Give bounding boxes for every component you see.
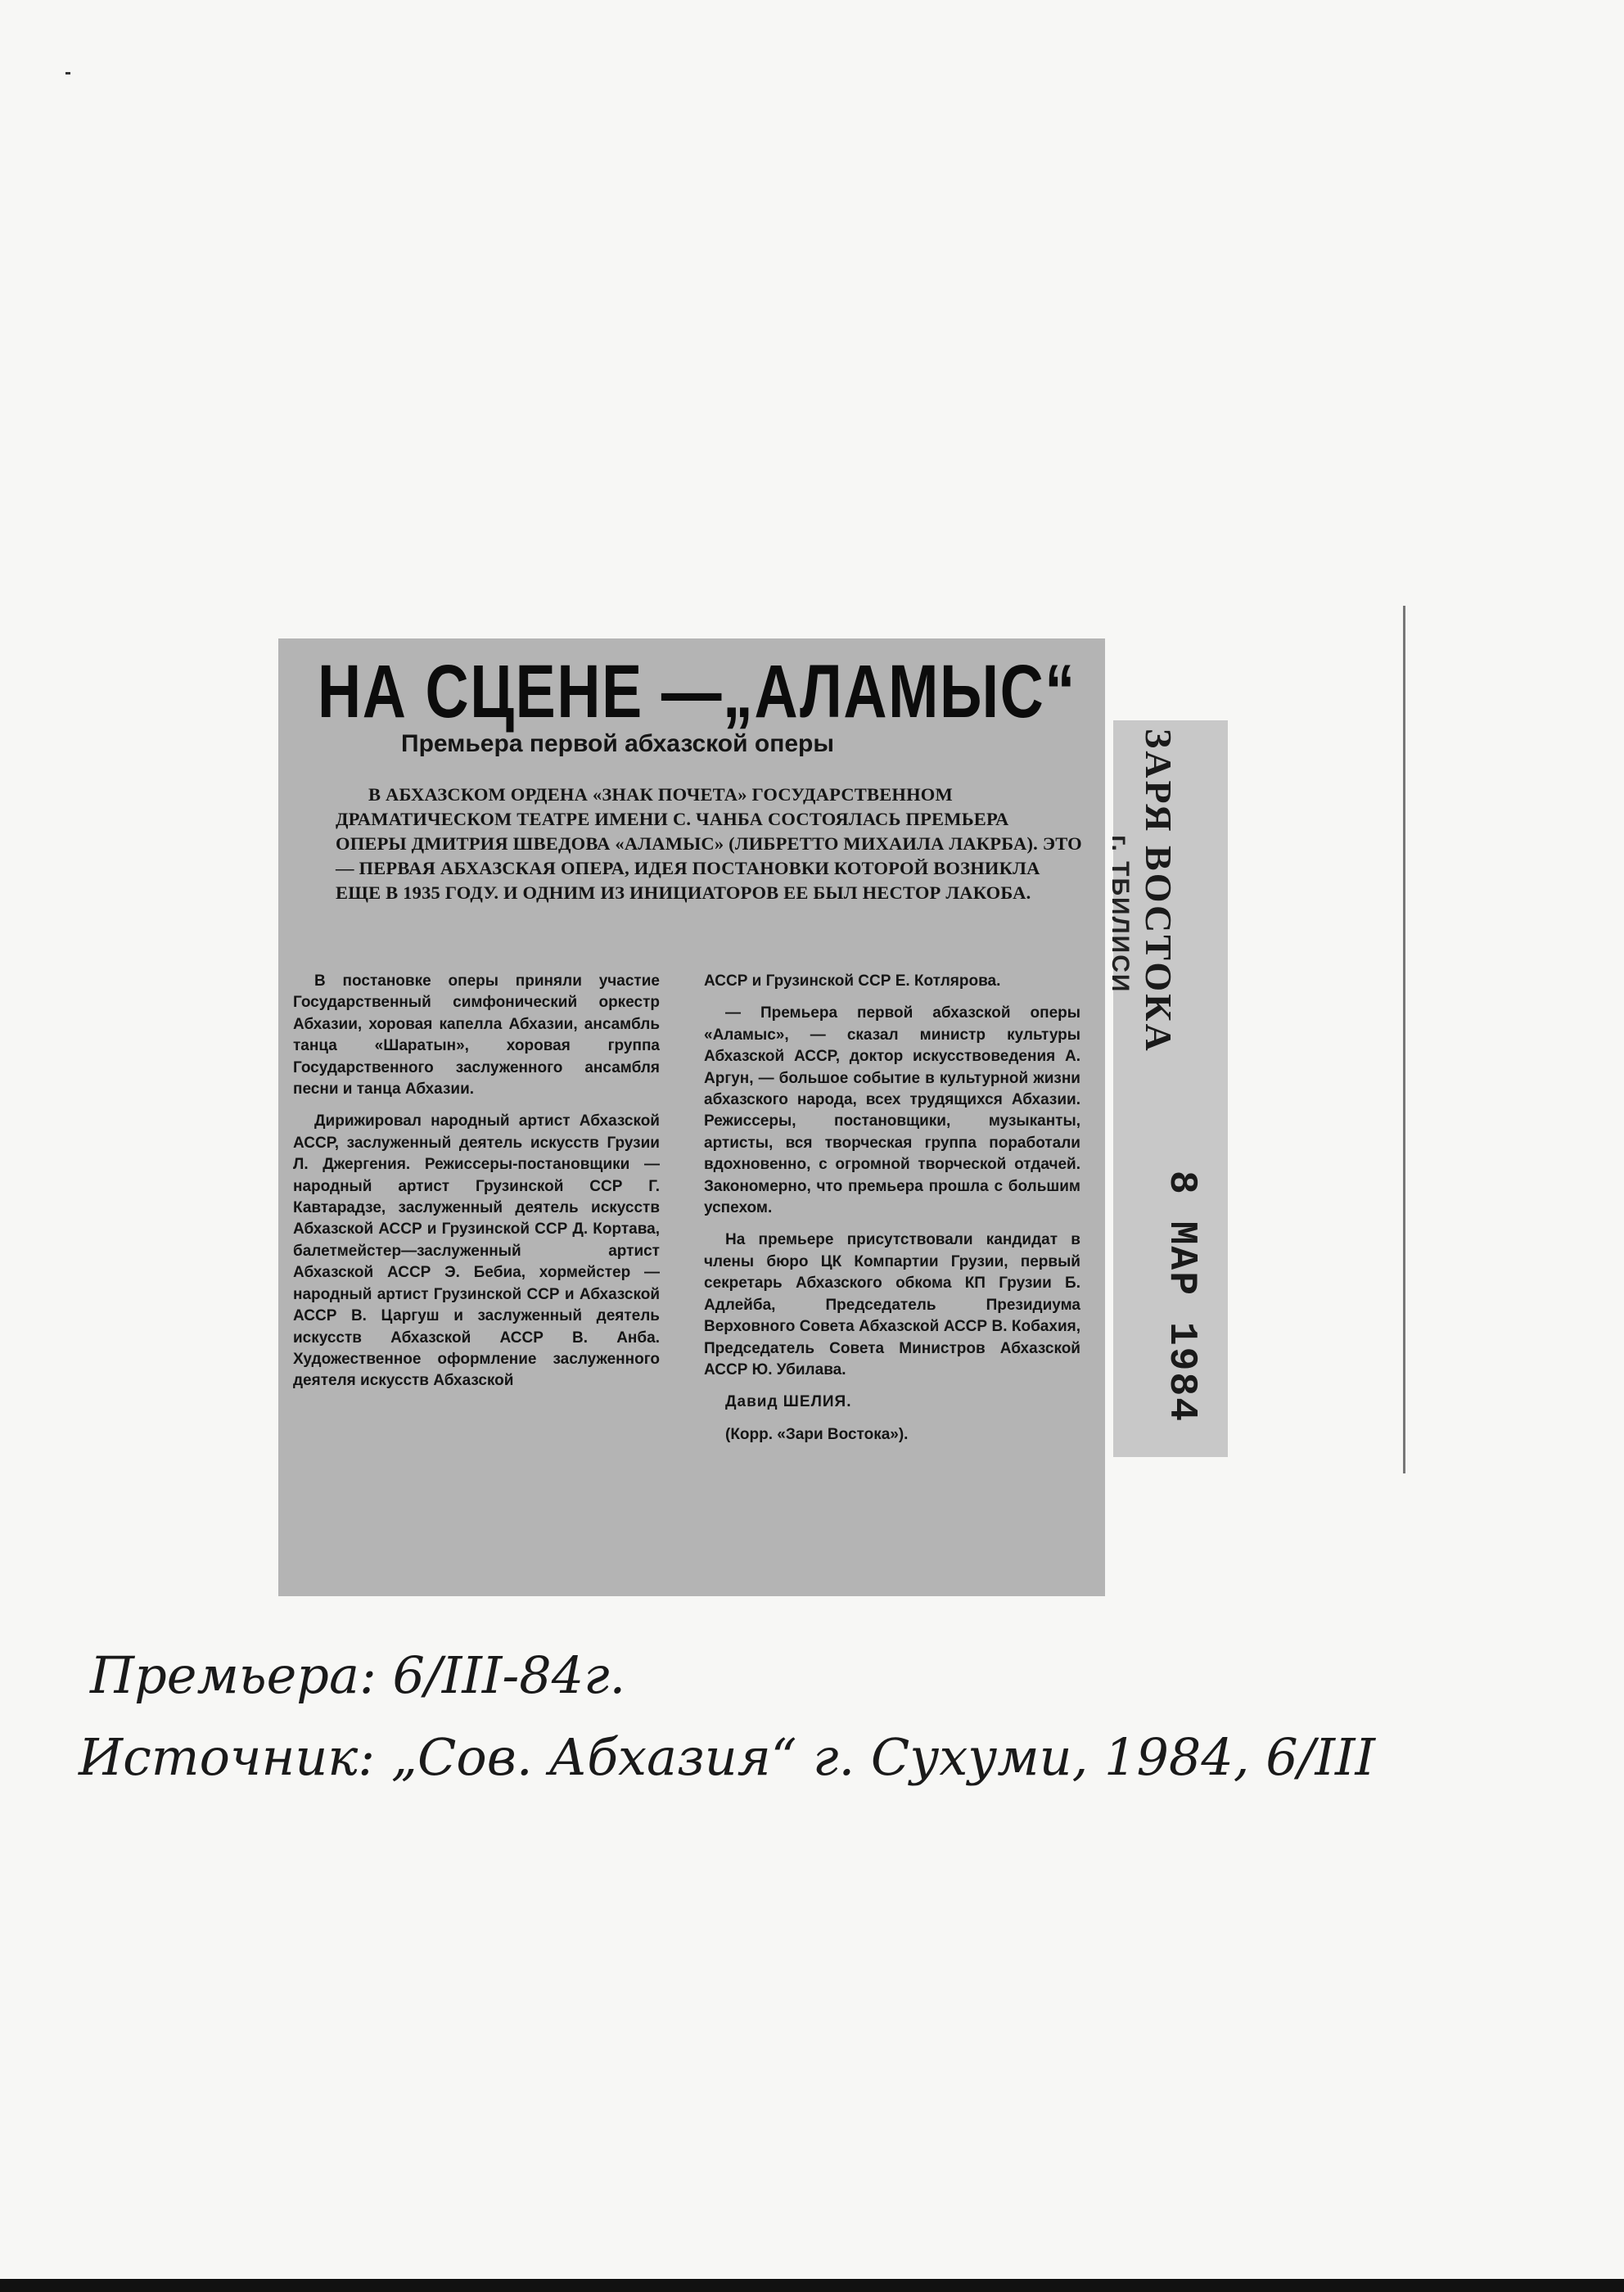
article-paragraph: АССР и Грузинской ССР Е. Котлярова. — [704, 972, 1001, 990]
article-column-right — [704, 971, 1080, 1456]
article-paragraph: На премьере присутствовали кандидат в члены бюро ЦК Компартии Грузии, первый секретарь Абхазского обкома КП Грузии Б. Адлейба, Председатель Президиума Верховного Совета Абхазской АССР В. Кобахия, Председатель Совета Министров Абхазской АССР Ю. Убилава. — [704, 1231, 1080, 1378]
newspaper-city: г. ТБИЛИСИ — [1107, 835, 1134, 994]
article-paragraph: Дирижировал народный артист Абхазской АССР, заслуженный деятель искусств Грузии Л. Джергения. Режиссеры-постановщики — народный артист Грузинской ССР Г. Кавтарадзе, заслуженный деятель искусств Абхазской АССР и Грузинской ССР Д. Кортава, балетмейстер—заслуженный артист Абхазской АССР Э. Бебиа, хормейстер — народный артист Грузинской ССР и Абхазской АССР В. Царгуш и заслуженный деятель искусств Абхазской АССР В. Анба. Художественное оформление заслуженного деятеля искусств Абхазской — [293, 1112, 660, 1390]
author-affiliation: (Корр. «Зари Востока»). — [725, 1425, 909, 1443]
newspaper-masthead: ЗАРЯ ВОСТОКА — [1138, 729, 1180, 1054]
scan-bottom-edge — [0, 2279, 1624, 2292]
article-paragraph: В постановке оперы приняли участие Государственный симфонический оркестр Абхазии, хоровая капелла Абхазии, ансамбль танца «Шаратын», хоровая группа Государственного заслуженного ансамбля песни и танца Абхазии. — [293, 972, 660, 1099]
article-lead: В АБХАЗСКОМ ОРДЕНА «ЗНАК ПОЧЕТА» ГОСУДАРСТВЕННОМ ДРАМАТИЧЕСКОМ ТЕАТРЕ ИМЕНИ С. ЧАНБА СОСТОЯЛАСЬ ПРЕМЬЕРА ОПЕРЫ ДМИТРИЯ ШВЕДОВА «АЛАМЫС» (ЛИБРЕТТО МИХАИЛА ЛАКРБА). ЭТО — ПЕРВАЯ АБХАЗСКАЯ ОПЕРА, ИДЕЯ ПОСТАНОВКИ КОТОРОЙ ВОЗНИКЛА ЕЩЕ В 1935 ГОДУ. И ОДНИМ ИЗ ИНИЦИАТОРОВ ЕЕ БЫЛ НЕСТОР ЛАКОБА. — [336, 784, 1082, 903]
article-paragraph: — Премьера первой абхазской оперы «Аламыс», — сказал министр культуры Абхазской АССР, доктор искусствоведения А. Аргун, — большое событие в культурной жизни абхазского народа, всех трудящихся Абхазии. Режиссеры, постановщики, музыканты, артисты, вся творческая группа поработали вдохновенно, с огромной творческой отдачей. Закономерно, что премьера прошла с большим успехом. — [704, 1004, 1080, 1217]
scan-edge-line — [1403, 606, 1405, 1473]
handwritten-source-note: Источник: „Сов. Абхазия“ г. Сухуми, 1984, 6/III — [79, 1727, 1376, 1787]
newspaper-clipping — [278, 638, 1105, 1596]
author-signature: Давид ШЕЛИЯ. — [725, 1393, 852, 1411]
handwritten-premiere-note: Премьера: 6/III-84г. — [90, 1645, 626, 1705]
date-stamp: 8 МАР 1984 — [1159, 1171, 1203, 1423]
article-subheadline: Премьера первой абхазской оперы — [401, 730, 834, 757]
article-column-left — [293, 971, 660, 1403]
scan-speck — [65, 72, 70, 74]
article-headline: НА СЦЕНЕ —„АЛАМЫС“ — [318, 650, 1076, 733]
